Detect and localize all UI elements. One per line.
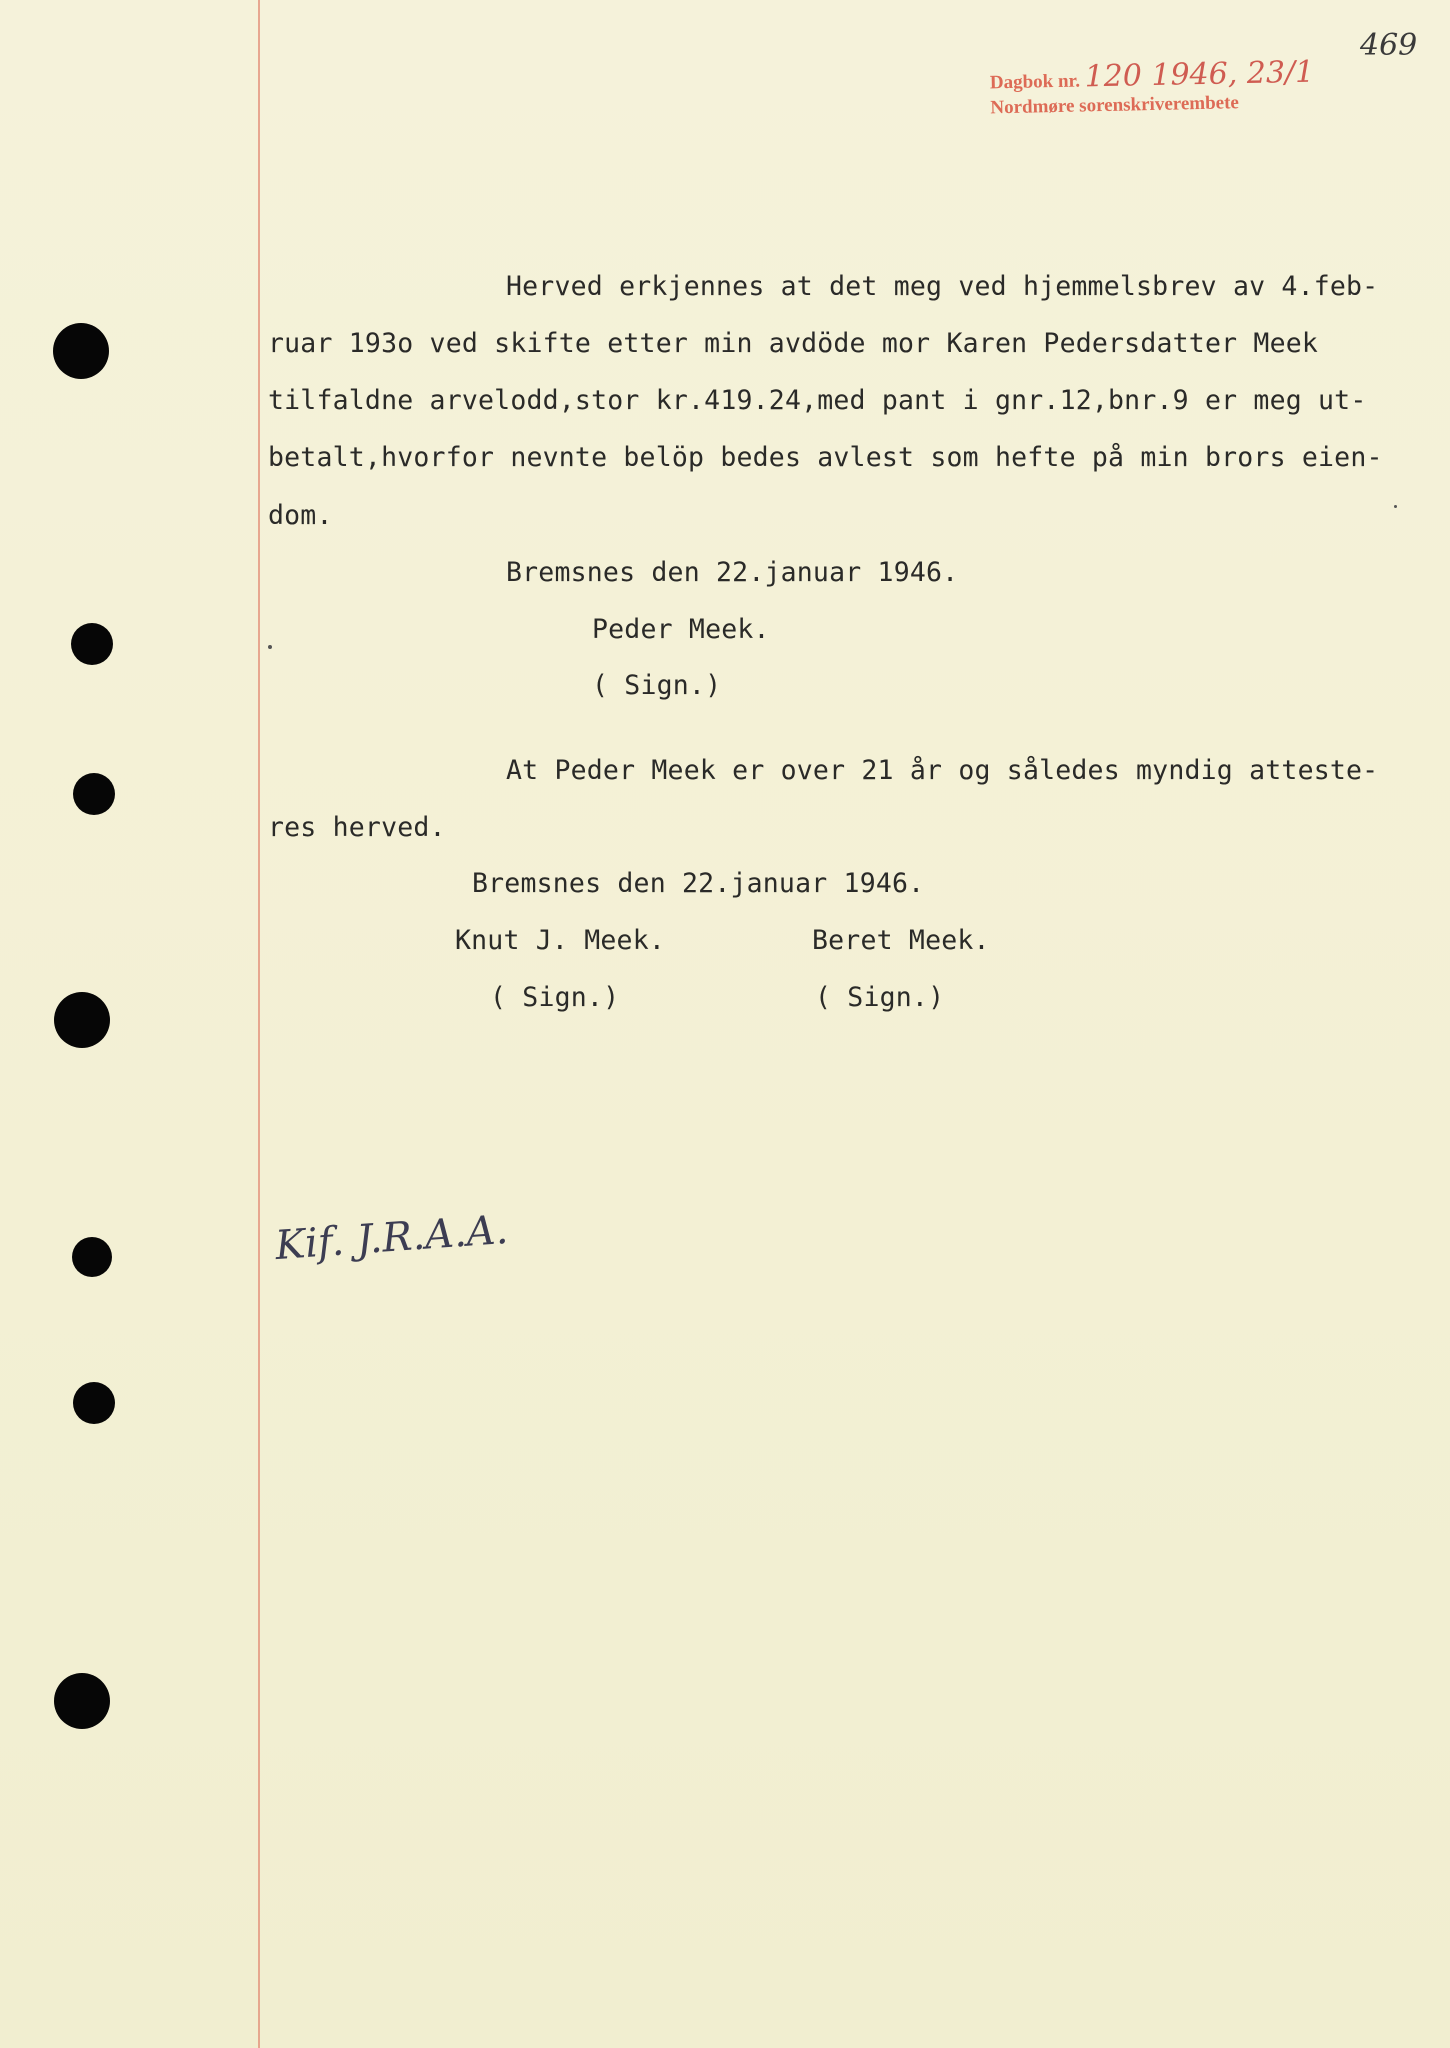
place-date: Bremsnes den 22.januar 1946. [506,557,959,588]
body-line: ruar 193o ved skifte etter min avdöde mor Karen Pedersdatter Meek [268,328,1319,359]
signature-mark: ( Sign.) [815,982,945,1013]
ink-speck [268,645,272,649]
stamp-line2: Nordmøre sorenskriverembete [990,92,1240,119]
signer-name: Peder Meek. [592,614,770,645]
signature-mark: ( Sign.) [592,670,722,701]
body-line: dom. [268,500,333,531]
signer-name: Beret Meek. [812,925,990,956]
ink-speck [1394,505,1397,508]
binder-hole [54,1673,110,1729]
body-line: At Peder Meek er over 21 år og således myndig atteste- [506,755,1379,786]
binder-hole [72,1237,112,1277]
stamp-handwritten-entry: 120 1946, 23/1 [1084,54,1315,95]
handwritten-note: Kif. J.R.A.A. [273,1206,510,1270]
signer-name: Knut J. Meek. [455,925,666,956]
binder-hole [53,323,109,379]
binder-hole [71,623,113,665]
body-line: Herved erkjennes at det meg ved hjemmelsbrev av 4.feb- [506,271,1379,302]
binder-hole [73,773,115,815]
body-line: res herved. [268,812,446,843]
binder-hole [73,1382,115,1424]
registry-stamp [989,55,1315,121]
body-line: tilfaldne arvelodd,stor kr.419.24,med pant i gnr.12,bnr.9 er meg ut- [268,385,1367,416]
page-number: 469 [1360,28,1418,63]
stamp-label: Dagbok nr. [989,70,1081,94]
binder-hole [54,992,110,1048]
margin-rule [258,0,260,2048]
signature-mark: ( Sign.) [490,982,620,1013]
stamp-line1 [989,55,1314,98]
place-date: Bremsnes den 22.januar 1946. [472,868,925,899]
body-line: betalt,hvorfor nevnte belöp bedes avlest som hefte på min brors eien- [268,442,1383,473]
